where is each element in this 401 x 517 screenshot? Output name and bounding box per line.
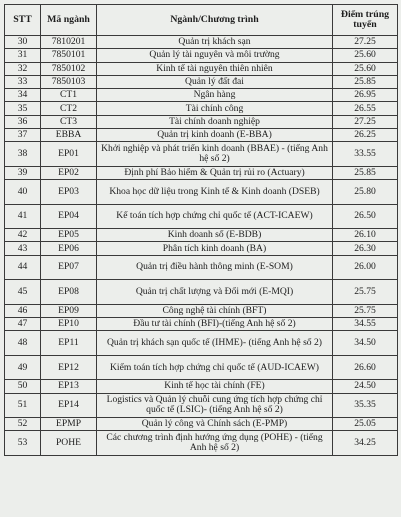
cell-score: 25.60: [333, 62, 398, 75]
table-row: [5, 255, 398, 280]
table-row: [5, 355, 398, 380]
cell-score: 27.25: [333, 36, 398, 49]
cell-stt: 32: [5, 62, 41, 75]
cell-score: 33.55: [333, 142, 398, 167]
cell-score: 26.10: [333, 229, 398, 242]
cell-code: EPMP: [41, 418, 97, 431]
cell-code: EP07: [41, 255, 97, 280]
cell-program: Các chương trình định hướng ứng dụng (POHE) - (tiếng Anh hệ số 2): [97, 431, 333, 456]
cell-code: EP13: [41, 380, 97, 393]
cell-code: 7850102: [41, 62, 97, 75]
cell-score: 27.25: [333, 115, 398, 128]
cell-program: Kế toán tích hợp chứng chỉ quốc tế (ACT-ICAEW): [97, 204, 333, 229]
cell-code: EP03: [41, 180, 97, 205]
table-row: [5, 304, 398, 317]
cell-stt: 43: [5, 242, 41, 255]
table-header-row: [5, 5, 398, 36]
cell-stt: 31: [5, 49, 41, 62]
cell-program: Quản trị chất lượng và Đổi mới (E-MQI): [97, 280, 333, 305]
cell-program: Kinh tế học tài chính (FE): [97, 380, 333, 393]
cell-code: EP06: [41, 242, 97, 255]
cell-program: Đầu tư tài chính (BFI)-(tiếng Anh hệ số 2): [97, 318, 333, 331]
table-row: [5, 204, 398, 229]
cell-program: Kiểm toán tích hợp chứng chỉ quốc tế (AUD-ICAEW): [97, 355, 333, 380]
table-row: [5, 75, 398, 88]
cell-score: 26.00: [333, 255, 398, 280]
admission-score-table: [4, 4, 398, 456]
cell-score: 26.55: [333, 102, 398, 115]
cell-stt: 44: [5, 255, 41, 280]
cell-code: EP02: [41, 166, 97, 179]
cell-score: 34.55: [333, 318, 398, 331]
header-code: Mã ngành: [41, 5, 97, 36]
cell-program: Quản trị điều hành thông minh (E-SOM): [97, 255, 333, 280]
cell-code: EP10: [41, 318, 97, 331]
cell-stt: 30: [5, 36, 41, 49]
cell-program: Định phí Bảo hiểm & Quản trị rủi ro (Actuary): [97, 166, 333, 179]
cell-program: Phân tích kinh doanh (BA): [97, 242, 333, 255]
cell-program: Khởi nghiệp và phát triển kinh doanh (BBAE) - (tiếng Anh hệ số 2): [97, 142, 333, 167]
table-row: [5, 431, 398, 456]
cell-program: Kinh doanh số (E-BDB): [97, 229, 333, 242]
table-row: [5, 331, 398, 356]
cell-code: CT3: [41, 115, 97, 128]
cell-program: Kinh tế tài nguyên thiên nhiên: [97, 62, 333, 75]
table-row: [5, 89, 398, 102]
cell-score: 34.50: [333, 331, 398, 356]
cell-program: Ngân hàng: [97, 89, 333, 102]
cell-stt: 41: [5, 204, 41, 229]
cell-stt: 46: [5, 304, 41, 317]
cell-code: EP14: [41, 393, 97, 418]
cell-code: EP12: [41, 355, 97, 380]
cell-stt: 36: [5, 115, 41, 128]
table-row: [5, 380, 398, 393]
cell-code: CT1: [41, 89, 97, 102]
cell-score: 25.80: [333, 180, 398, 205]
cell-score: 25.60: [333, 49, 398, 62]
cell-stt: 53: [5, 431, 41, 456]
cell-score: 26.60: [333, 355, 398, 380]
table-row: [5, 242, 398, 255]
cell-stt: 42: [5, 229, 41, 242]
table-row: [5, 280, 398, 305]
cell-score: 26.50: [333, 204, 398, 229]
header-stt: STT: [5, 5, 41, 36]
table-row: [5, 129, 398, 142]
table-row: [5, 229, 398, 242]
header-score: Điểm trúng tuyển: [333, 5, 398, 36]
cell-stt: 51: [5, 393, 41, 418]
cell-program: Tài chính công: [97, 102, 333, 115]
cell-stt: 39: [5, 166, 41, 179]
cell-code: EP11: [41, 331, 97, 356]
cell-score: 24.50: [333, 380, 398, 393]
cell-program: Tài chính doanh nghiệp: [97, 115, 333, 128]
cell-program: Khoa học dữ liệu trong Kinh tế & Kinh doanh (DSEB): [97, 180, 333, 205]
cell-stt: 47: [5, 318, 41, 331]
cell-code: EP01: [41, 142, 97, 167]
cell-code: POHE: [41, 431, 97, 456]
table-row: [5, 418, 398, 431]
cell-stt: 52: [5, 418, 41, 431]
cell-code: EP05: [41, 229, 97, 242]
cell-stt: 37: [5, 129, 41, 142]
cell-score: 25.05: [333, 418, 398, 431]
cell-program: Quản lý tài nguyên và môi trường: [97, 49, 333, 62]
cell-stt: 45: [5, 280, 41, 305]
cell-score: 25.75: [333, 280, 398, 305]
cell-stt: 49: [5, 355, 41, 380]
table-row: [5, 180, 398, 205]
cell-score: 25.75: [333, 304, 398, 317]
cell-program: Quản trị khách sạn quốc tế (IHME)- (tiếng Anh hệ số 2): [97, 331, 333, 356]
cell-stt: 40: [5, 180, 41, 205]
cell-score: 26.95: [333, 89, 398, 102]
cell-program: Logistics và Quản lý chuỗi cung ứng tích hợp chứng chỉ quốc tế (LSIC)- (tiếng Anh hệ số 2): [97, 393, 333, 418]
table-row: [5, 62, 398, 75]
cell-code: CT2: [41, 102, 97, 115]
table-row: [5, 142, 398, 167]
cell-code: EP08: [41, 280, 97, 305]
table-row: [5, 115, 398, 128]
cell-code: 7850103: [41, 75, 97, 88]
cell-score: 25.85: [333, 166, 398, 179]
cell-code: EBBA: [41, 129, 97, 142]
cell-score: 34.25: [333, 431, 398, 456]
cell-program: Quản lý đất đai: [97, 75, 333, 88]
admission-score-page: [4, 4, 397, 456]
cell-code: 7810201: [41, 36, 97, 49]
cell-score: 26.25: [333, 129, 398, 142]
cell-program: Quản lý công và Chính sách (E-PMP): [97, 418, 333, 431]
table-row: [5, 318, 398, 331]
cell-program: Quản trị kinh doanh (E-BBA): [97, 129, 333, 142]
cell-stt: 48: [5, 331, 41, 356]
cell-stt: 33: [5, 75, 41, 88]
cell-score: 35.35: [333, 393, 398, 418]
cell-score: 25.85: [333, 75, 398, 88]
cell-score: 26.30: [333, 242, 398, 255]
table-row: [5, 393, 398, 418]
cell-stt: 35: [5, 102, 41, 115]
cell-stt: 50: [5, 380, 41, 393]
cell-code: EP09: [41, 304, 97, 317]
cell-stt: 34: [5, 89, 41, 102]
cell-code: EP04: [41, 204, 97, 229]
header-program: Ngành/Chương trình: [97, 5, 333, 36]
table-row: [5, 102, 398, 115]
table-body: [5, 36, 398, 456]
cell-code: 7850101: [41, 49, 97, 62]
table-row: [5, 36, 398, 49]
cell-stt: 38: [5, 142, 41, 167]
table-row: [5, 49, 398, 62]
table-row: [5, 166, 398, 179]
cell-program: Quản trị khách sạn: [97, 36, 333, 49]
cell-program: Công nghệ tài chính (BFT): [97, 304, 333, 317]
